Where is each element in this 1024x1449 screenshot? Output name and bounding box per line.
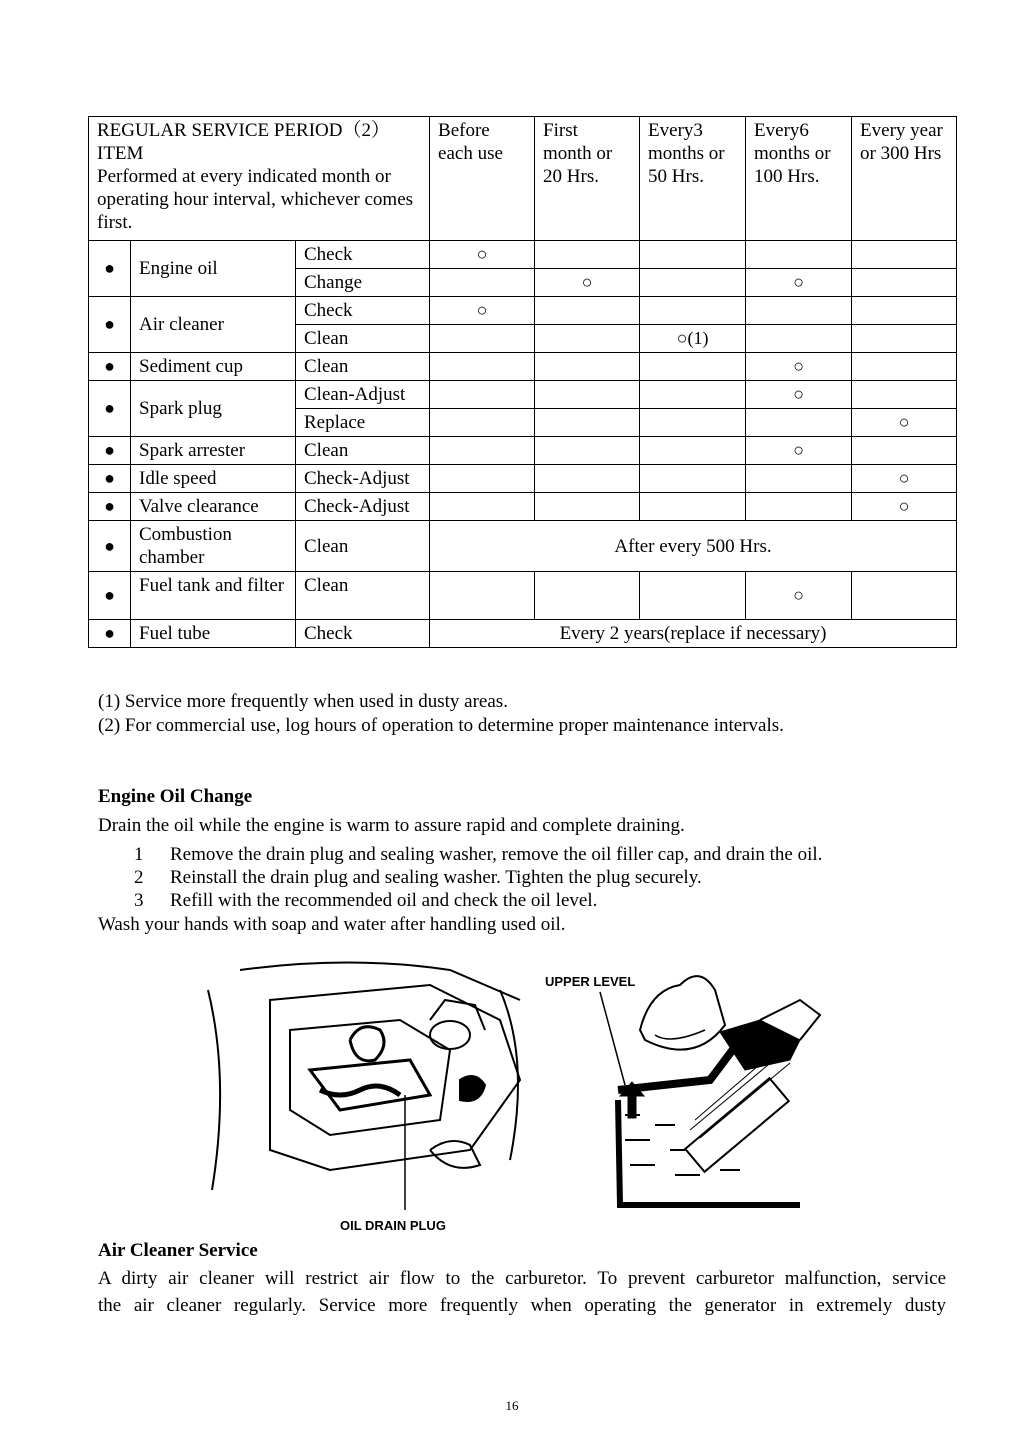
- item-label: Combustion chamber: [131, 521, 296, 572]
- action-label: Clean: [296, 325, 430, 353]
- footnote: (1) Service more frequently when used in dusty areas.: [98, 691, 508, 712]
- oil-change-outro: Wash your hands with soap and water after handling used oil.: [98, 914, 566, 935]
- table-row: [89, 353, 957, 381]
- action-label: Check-Adjust: [296, 493, 430, 521]
- oil-change-heading: Engine Oil Change: [98, 786, 253, 807]
- item-label: Engine oil: [131, 241, 296, 297]
- maintenance-schedule-table: [88, 116, 957, 648]
- action-label: Check: [296, 297, 430, 325]
- step-text: Reinstall the drain plug and sealing washer. Tighten the plug securely.: [170, 867, 702, 888]
- air-cleaner-text-line: the air cleaner regularly. Service more frequently when operating the generator in extremely dusty: [98, 1295, 946, 1316]
- footnote: (2) For commercial use, log hours of operation to determine proper maintenance intervals.: [98, 715, 784, 736]
- schedule-mark: ○: [852, 409, 957, 437]
- header-period: REGULAR SERVICE PERIOD（2）: [97, 120, 390, 141]
- schedule-mark: ○: [746, 381, 852, 409]
- step-number: 1: [134, 844, 144, 865]
- air-cleaner-text-line: A dirty air cleaner will restrict air flow to the carburetor. To prevent carburetor malfunction, service: [98, 1268, 946, 1289]
- col-header: Before each use: [430, 117, 535, 241]
- schedule-mark: ○: [535, 269, 640, 297]
- table-row: [89, 465, 957, 493]
- header-item-desc: Performed at every indicated month or operating hour interval, whichever comes first.: [97, 166, 414, 233]
- action-label: Clean: [296, 353, 430, 381]
- table-row: [89, 241, 957, 269]
- action-label: Check: [296, 241, 430, 269]
- action-label: Replace: [296, 409, 430, 437]
- step-number: 3: [134, 890, 144, 911]
- upper-level-label: UPPER LEVEL: [545, 974, 636, 989]
- schedule-mark: ○: [746, 437, 852, 465]
- col-header: First month or 20 Hrs.: [535, 117, 640, 241]
- oil-drain-drawing: [208, 963, 520, 1211]
- action-label: Check-Adjust: [296, 465, 430, 493]
- action-label: Check: [296, 620, 430, 648]
- bullet: ●: [89, 493, 131, 521]
- item-label: Air cleaner: [131, 297, 296, 353]
- item-label: Sediment cup: [131, 353, 296, 381]
- page-number: 16: [505, 1398, 519, 1413]
- item-label: Valve clearance: [131, 493, 296, 521]
- bullet: ●: [89, 241, 131, 297]
- bullet: ●: [89, 620, 131, 648]
- table-row: [89, 381, 957, 409]
- schedule-mark: ○: [746, 269, 852, 297]
- table-row: [89, 437, 957, 465]
- interval-note: After every 500 Hrs.: [430, 521, 957, 572]
- bullet: ●: [89, 521, 131, 572]
- bullet: ●: [89, 381, 131, 437]
- table-row: [89, 493, 957, 521]
- table-row: [89, 521, 957, 572]
- action-label: Change: [296, 269, 430, 297]
- action-label: Clean: [296, 521, 430, 572]
- schedule-mark: ○: [430, 241, 535, 269]
- oil-change-intro: Drain the oil while the engine is warm to assure rapid and complete draining.: [98, 815, 685, 836]
- bullet: ●: [89, 572, 131, 620]
- action-label: Clean-Adjust: [296, 381, 430, 409]
- bullet: ●: [89, 437, 131, 465]
- schedule-mark: ○(1): [640, 325, 746, 353]
- step-number: 2: [134, 867, 144, 888]
- col-header: Every6 months or 100 Hrs.: [746, 117, 852, 241]
- oil-drain-plug-label: OIL DRAIN PLUG: [340, 1218, 446, 1233]
- item-label: Fuel tank and filter: [131, 572, 296, 620]
- bullet: ●: [89, 465, 131, 493]
- bullet: ●: [89, 353, 131, 381]
- bullet: ●: [89, 297, 131, 353]
- oil-fill-drawing: [600, 976, 820, 1205]
- action-label: Clean: [296, 572, 430, 620]
- schedule-mark: ○: [430, 297, 535, 325]
- table-row: [89, 572, 957, 620]
- header-item-cell: [89, 117, 430, 241]
- schedule-mark: ○: [746, 353, 852, 381]
- step-text: Remove the drain plug and sealing washer, remove the oil filler cap, and drain the oil.: [170, 844, 823, 865]
- col-header: Every3 months or 50 Hrs.: [640, 117, 746, 241]
- header-item: ITEM: [97, 143, 144, 164]
- schedule-mark: ○: [852, 493, 957, 521]
- col-header: Every year or 300 Hrs: [852, 117, 957, 241]
- table-row: [89, 297, 957, 325]
- oil-change-illustration: [200, 960, 840, 1240]
- item-label: Fuel tube: [131, 620, 296, 648]
- air-cleaner-heading: Air Cleaner Service: [98, 1240, 258, 1261]
- item-label: Idle speed: [131, 465, 296, 493]
- item-label: Spark plug: [131, 381, 296, 437]
- schedule-mark: ○: [852, 465, 957, 493]
- table-row: [89, 620, 957, 648]
- schedule-mark: ○: [746, 572, 852, 620]
- action-label: Clean: [296, 437, 430, 465]
- step-text: Refill with the recommended oil and check the oil level.: [170, 890, 598, 911]
- interval-note: Every 2 years(replace if necessary): [430, 620, 957, 648]
- item-label: Spark arrester: [131, 437, 296, 465]
